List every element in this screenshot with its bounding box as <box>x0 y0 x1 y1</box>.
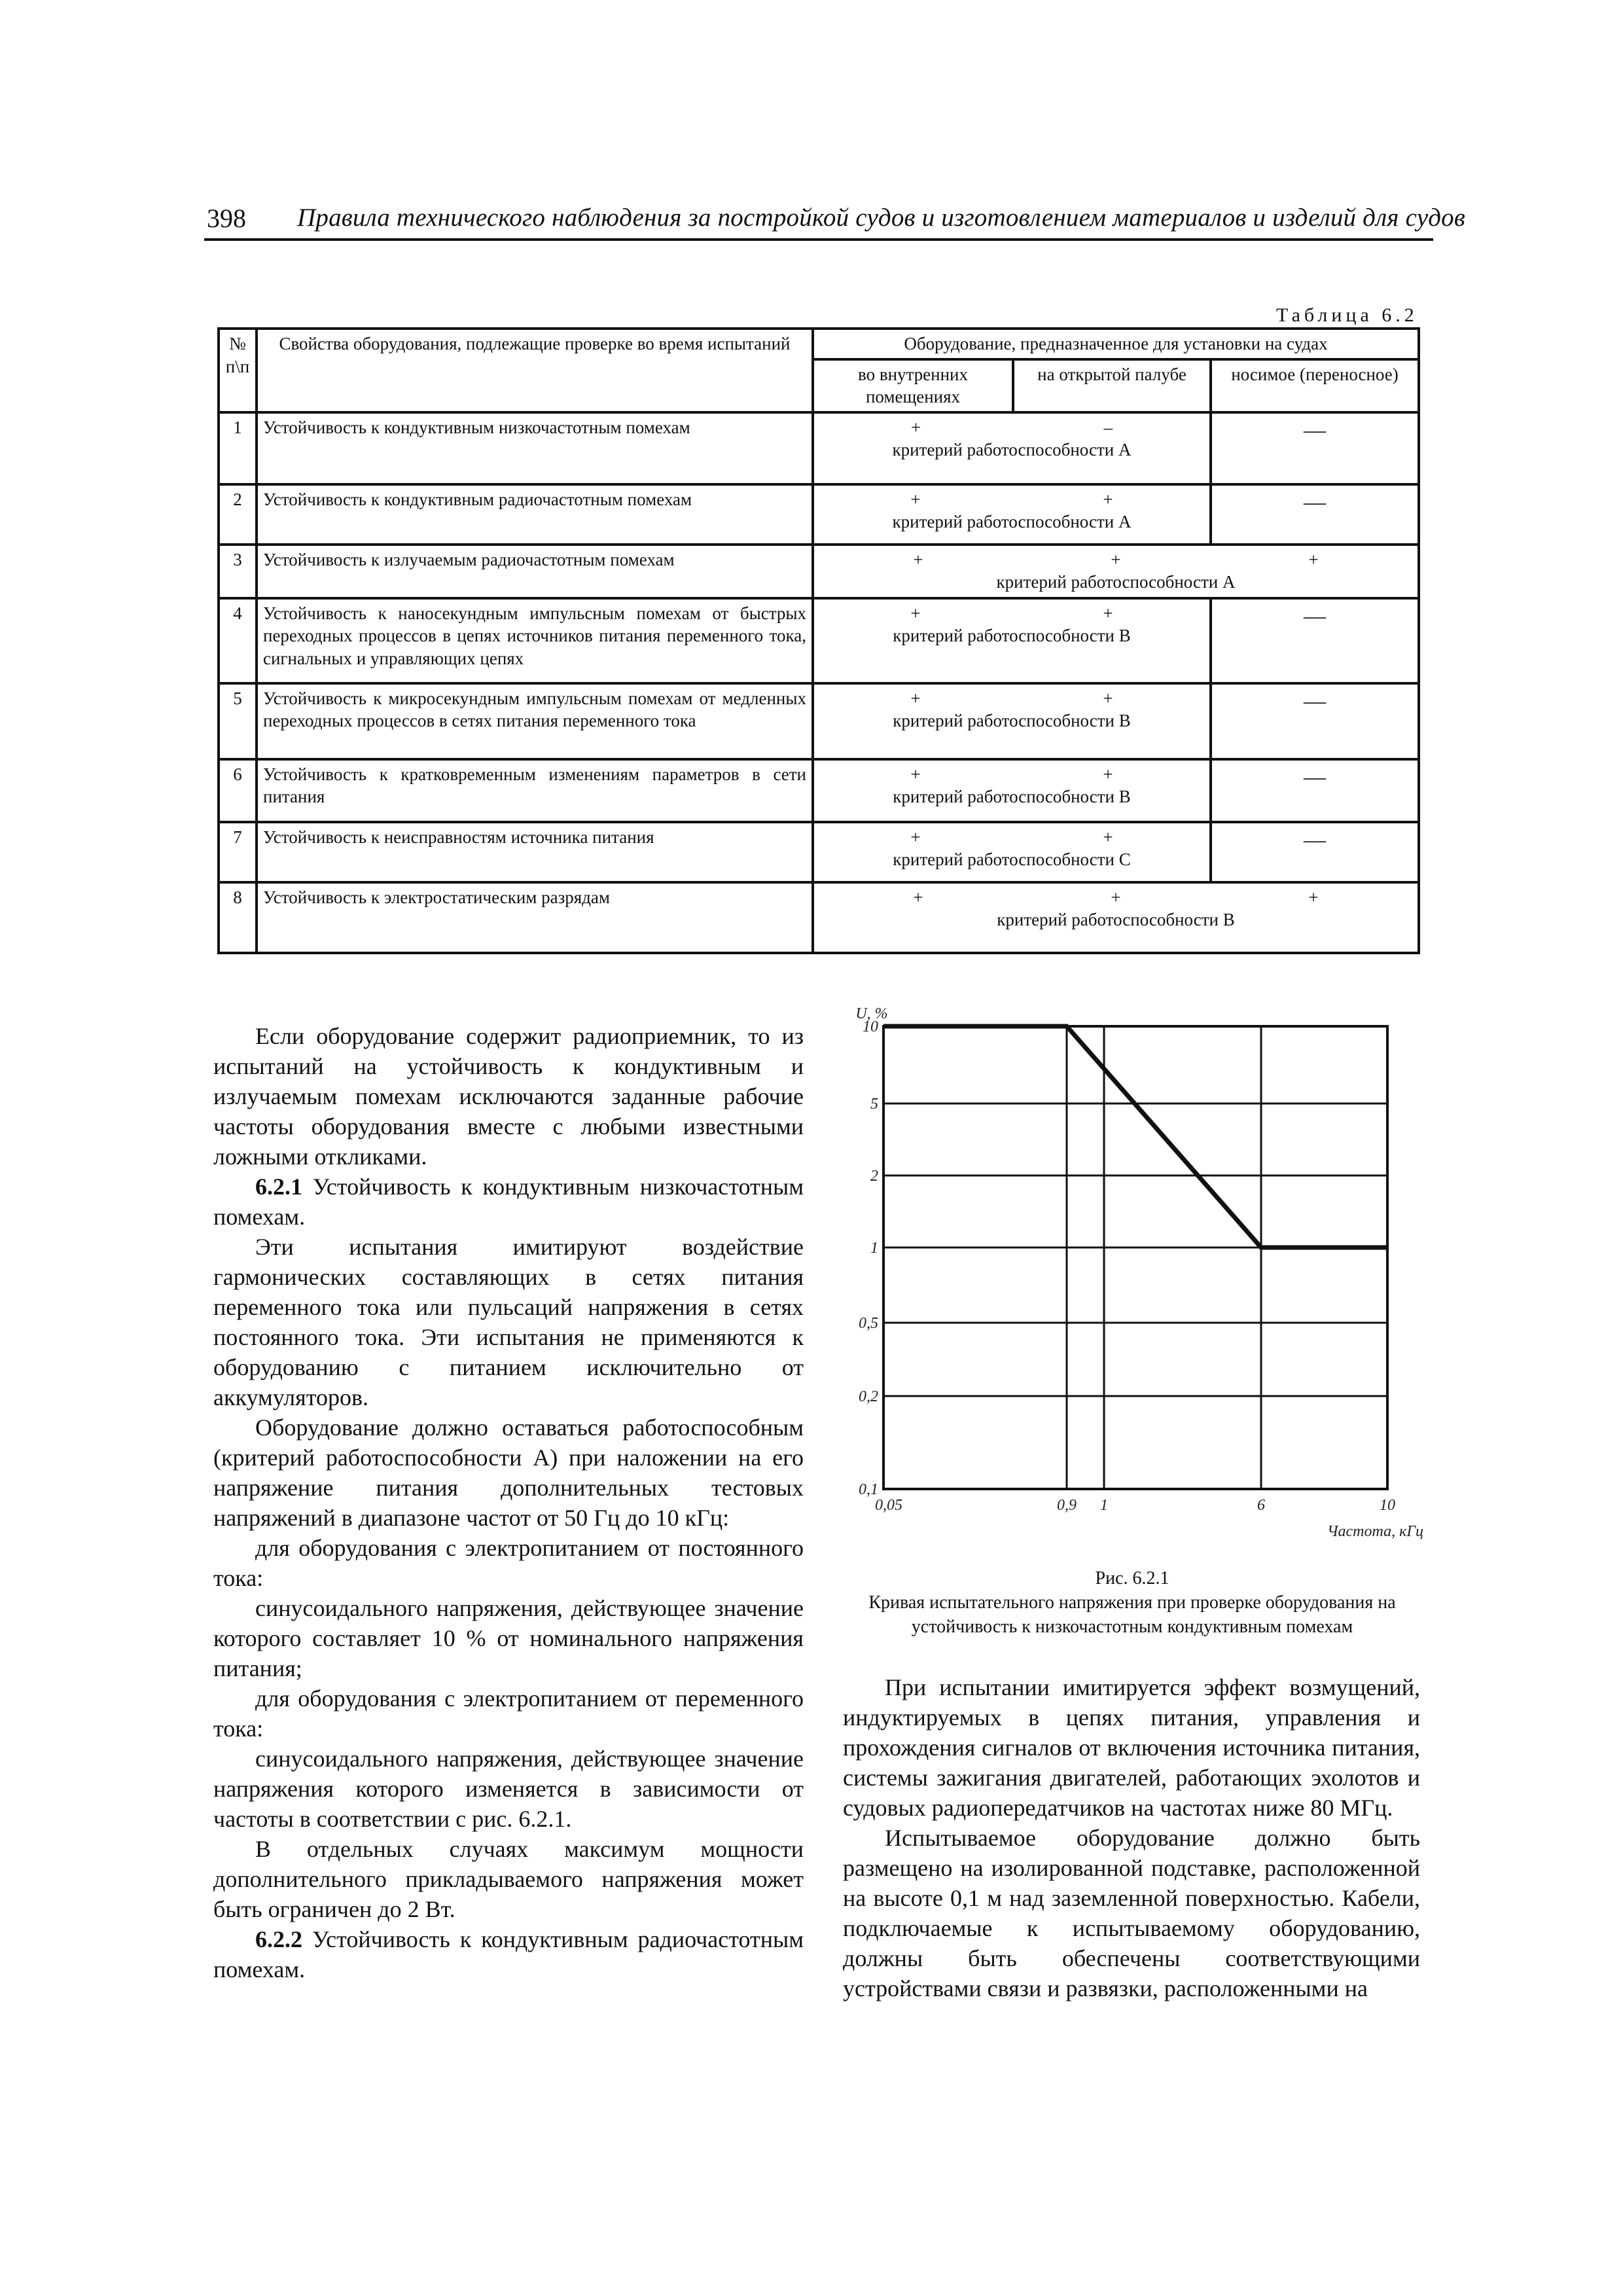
criterion: критерий работоспособности А <box>996 572 1236 592</box>
voltage-chart <box>831 995 1433 1558</box>
x-tick-label: 0,05 <box>875 1497 902 1514</box>
paragraph: для оборудования с электропитанием от переменного тока: <box>213 1685 804 1742</box>
deck-mark: + <box>1111 887 1121 907</box>
row-indoor-deck-cell <box>813 683 1211 759</box>
portable-mark: — <box>1211 683 1419 759</box>
criterion: критерий работоспособности В <box>997 910 1235 930</box>
row-indoor-deck-cell <box>813 598 1211 683</box>
running-title: Правила технического наблюдения за постройкой судов и изготовлением материалов и изделий для судов <box>297 204 1465 232</box>
row-property: Устойчивость к неисправностям источника питания <box>257 822 813 882</box>
portable-mark: — <box>1211 822 1419 882</box>
col-property-header: Свойства оборудования, подлежащие проверке во время испытаний <box>257 329 813 412</box>
table-row <box>219 598 1419 683</box>
row-property: Устойчивость к излучаемым радиочастотным помехам <box>257 545 813 598</box>
y-axis-label: U, % <box>855 1005 888 1022</box>
x-tick-label: 1 <box>1100 1497 1108 1514</box>
row-all-equipment-cell <box>813 882 1419 953</box>
row-number: 8 <box>219 882 257 953</box>
section-number: 6.2.1 <box>255 1174 302 1200</box>
requirements-table <box>217 327 1420 954</box>
row-number: 4 <box>219 598 257 683</box>
criterion: критерий работоспособности А <box>892 512 1132 532</box>
table-caption: Таблица 6.2 <box>1276 304 1418 326</box>
right-column-text <box>843 1672 1420 2003</box>
portable-mark: — <box>1211 484 1419 545</box>
paragraph: синусоидального напряжения, действующее значение напряжения которого изменяется в зависимости от частоты в соответствии с рис. 6.2.1. <box>213 1746 804 1832</box>
x-tick-label: 10 <box>1380 1497 1395 1514</box>
row-indoor-deck-cell <box>813 822 1211 882</box>
y-tick-label: 5 <box>870 1096 878 1113</box>
paragraph: Оборудование должно оставаться работоспособным (критерий работоспособности А) при наложении на его напряжение питания дополнительных тестовых напряжений в диапазоне частот от 50 Гц до 10 кГц: <box>213 1414 804 1531</box>
col-equipment-header: Оборудование, предназначенное для установки на судах <box>813 329 1419 359</box>
row-property: Устойчивость к микросекундным импульсным помехам от медленных переходных процессов в сетях питания переменного тока <box>257 683 813 759</box>
indoor-mark: + <box>910 688 921 708</box>
indoor-mark: + <box>910 764 921 784</box>
y-tick-label: 1 <box>870 1240 878 1257</box>
portable-mark: — <box>1211 412 1419 484</box>
deck-mark: – <box>1103 417 1113 437</box>
row-number: 3 <box>219 545 257 598</box>
page-header <box>204 196 1465 241</box>
deck-mark: + <box>1103 489 1113 509</box>
criterion: критерий работоспособности В <box>893 626 1131 646</box>
figure-caption <box>831 1566 1433 1639</box>
row-number: 6 <box>219 759 257 822</box>
paragraph: Если оборудование содержит радиоприемник, то из испытаний на устойчивость к кондуктивным и излучаемым помехам исключаются заданные рабочие частоты оборудования вместе с любыми известными ложными откликами. <box>213 1023 804 1170</box>
row-property: Устойчивость к кондуктивным радиочастотным помехам <box>257 484 813 545</box>
paragraph: синусоидального напряжения, действующее значение которого составляет 10 % от номинального напряжения питания; <box>213 1595 804 1681</box>
criterion: критерий работоспособности С <box>893 850 1131 870</box>
row-indoor-deck-cell <box>813 759 1211 822</box>
table-row <box>219 484 1419 545</box>
section-title: Устойчивость к кондуктивным радиочастотным помехам. <box>213 1926 804 1982</box>
indoor-mark: + <box>910 603 921 623</box>
paragraph: Испытываемое оборудование должно быть размещено на изолированной подставке, расположенной на высоте 0,1 м над заземленной поверхностью. Кабели, подключаемые к испытываемому оборудованию, должны быть обеспечены соответствующими устройствами связи и развязки, расположенными на <box>843 1825 1420 2001</box>
y-tick-label: 10 <box>863 1018 878 1035</box>
section-heading <box>213 1172 804 1232</box>
table-row <box>219 882 1419 953</box>
figure-number: Рис. 6.2.1 <box>1095 1568 1169 1588</box>
criterion: критерий работоспособности В <box>893 787 1131 807</box>
section-heading <box>213 1924 804 1984</box>
row-number: 5 <box>219 683 257 759</box>
chart-svg <box>831 995 1433 1558</box>
left-column-text <box>213 1021 804 1984</box>
deck-mark: + <box>1103 603 1113 623</box>
y-tick-label: 0,1 <box>859 1481 878 1498</box>
section-number: 6.2.2 <box>255 1926 302 1952</box>
test-voltage-curve <box>883 1026 1387 1247</box>
row-property: Устойчивость к кратковременным изменениям параметров в сети питания <box>257 759 813 822</box>
row-number: 7 <box>219 822 257 882</box>
paragraph: Эти испытания имитируют воздействие гармонических составляющих в сетях питания переменного тока или пульсаций напряжения в сетях постоянного тока. Эти испытания не применяются к оборудованию с питанием исключительно от аккумуляторов. <box>213 1234 804 1410</box>
row-number: 1 <box>219 412 257 484</box>
portable-mark: + <box>1308 549 1319 569</box>
indoor-mark: + <box>910 489 921 509</box>
criterion: критерий работоспособности А <box>892 440 1132 460</box>
page-number: 398 <box>207 204 246 233</box>
y-tick-label: 2 <box>870 1168 878 1185</box>
y-tick-label: 0,5 <box>859 1315 878 1332</box>
deck-mark: + <box>1103 764 1113 784</box>
col-portable-header: носимое (переносное) <box>1211 359 1419 412</box>
row-indoor-deck-cell <box>813 412 1211 484</box>
criterion: критерий работоспособности В <box>893 711 1131 731</box>
col-indoor-header: во внутренних помещениях <box>813 359 1013 412</box>
x-axis-label: Частота, кГц <box>1327 1523 1423 1540</box>
indoor-mark: + <box>910 827 921 847</box>
indoor-mark: + <box>913 549 923 569</box>
row-indoor-deck-cell <box>813 484 1211 545</box>
table-row <box>219 683 1419 759</box>
col-number-header: № п\п <box>219 329 257 412</box>
row-property: Устойчивость к электростатическим разрядам <box>257 882 813 953</box>
row-number: 2 <box>219 484 257 545</box>
row-all-equipment-cell <box>813 545 1419 598</box>
paragraph: для оборудования с электропитанием от постоянного тока: <box>213 1535 804 1591</box>
portable-mark: — <box>1211 759 1419 822</box>
table-row <box>219 412 1419 484</box>
x-tick-label: 0,9 <box>1057 1497 1077 1514</box>
section-title: Устойчивость к кондуктивным низкочастотным помехам. <box>213 1174 804 1230</box>
table-row <box>219 545 1419 598</box>
y-tick-label: 0,2 <box>859 1388 878 1405</box>
x-tick-label: 6 <box>1257 1497 1265 1514</box>
deck-mark: + <box>1103 688 1113 708</box>
paragraph: При испытании имитируется эффект возмущений, индуктируемых в цепях питания, управления и прохождения сигналов от включения источника питания, системы зажигания двигателей, работающих эхолотов и судовых радиопередатчиков на частотах ниже 80 МГц. <box>843 1674 1420 1821</box>
indoor-mark: + <box>910 417 921 437</box>
deck-mark: + <box>1103 827 1113 847</box>
paragraph: В отдельных случаях максимум мощности дополнительного прикладываемого напряжения может быть ограничен до 2 Вт. <box>213 1836 804 1922</box>
indoor-mark: + <box>913 887 923 907</box>
portable-mark: + <box>1308 887 1319 907</box>
row-property: Устойчивость к наносекундным импульсным помехам от быстрых переходных процессов в цепях источников питания переменного тока, сигнальных и управляющих цепях <box>257 598 813 683</box>
table-row <box>219 822 1419 882</box>
col-deck-header: на открытой палубе <box>1013 359 1211 412</box>
deck-mark: + <box>1111 549 1121 569</box>
chart-frame <box>883 1026 1387 1489</box>
row-property: Устойчивость к кондуктивным низкочастотным помехам <box>257 412 813 484</box>
portable-mark: — <box>1211 598 1419 683</box>
figure-description: Кривая испытательного напряжения при проверке оборудования на устойчивость к низкочастотным кондуктивным помехам <box>868 1592 1396 1637</box>
table-row <box>219 759 1419 822</box>
